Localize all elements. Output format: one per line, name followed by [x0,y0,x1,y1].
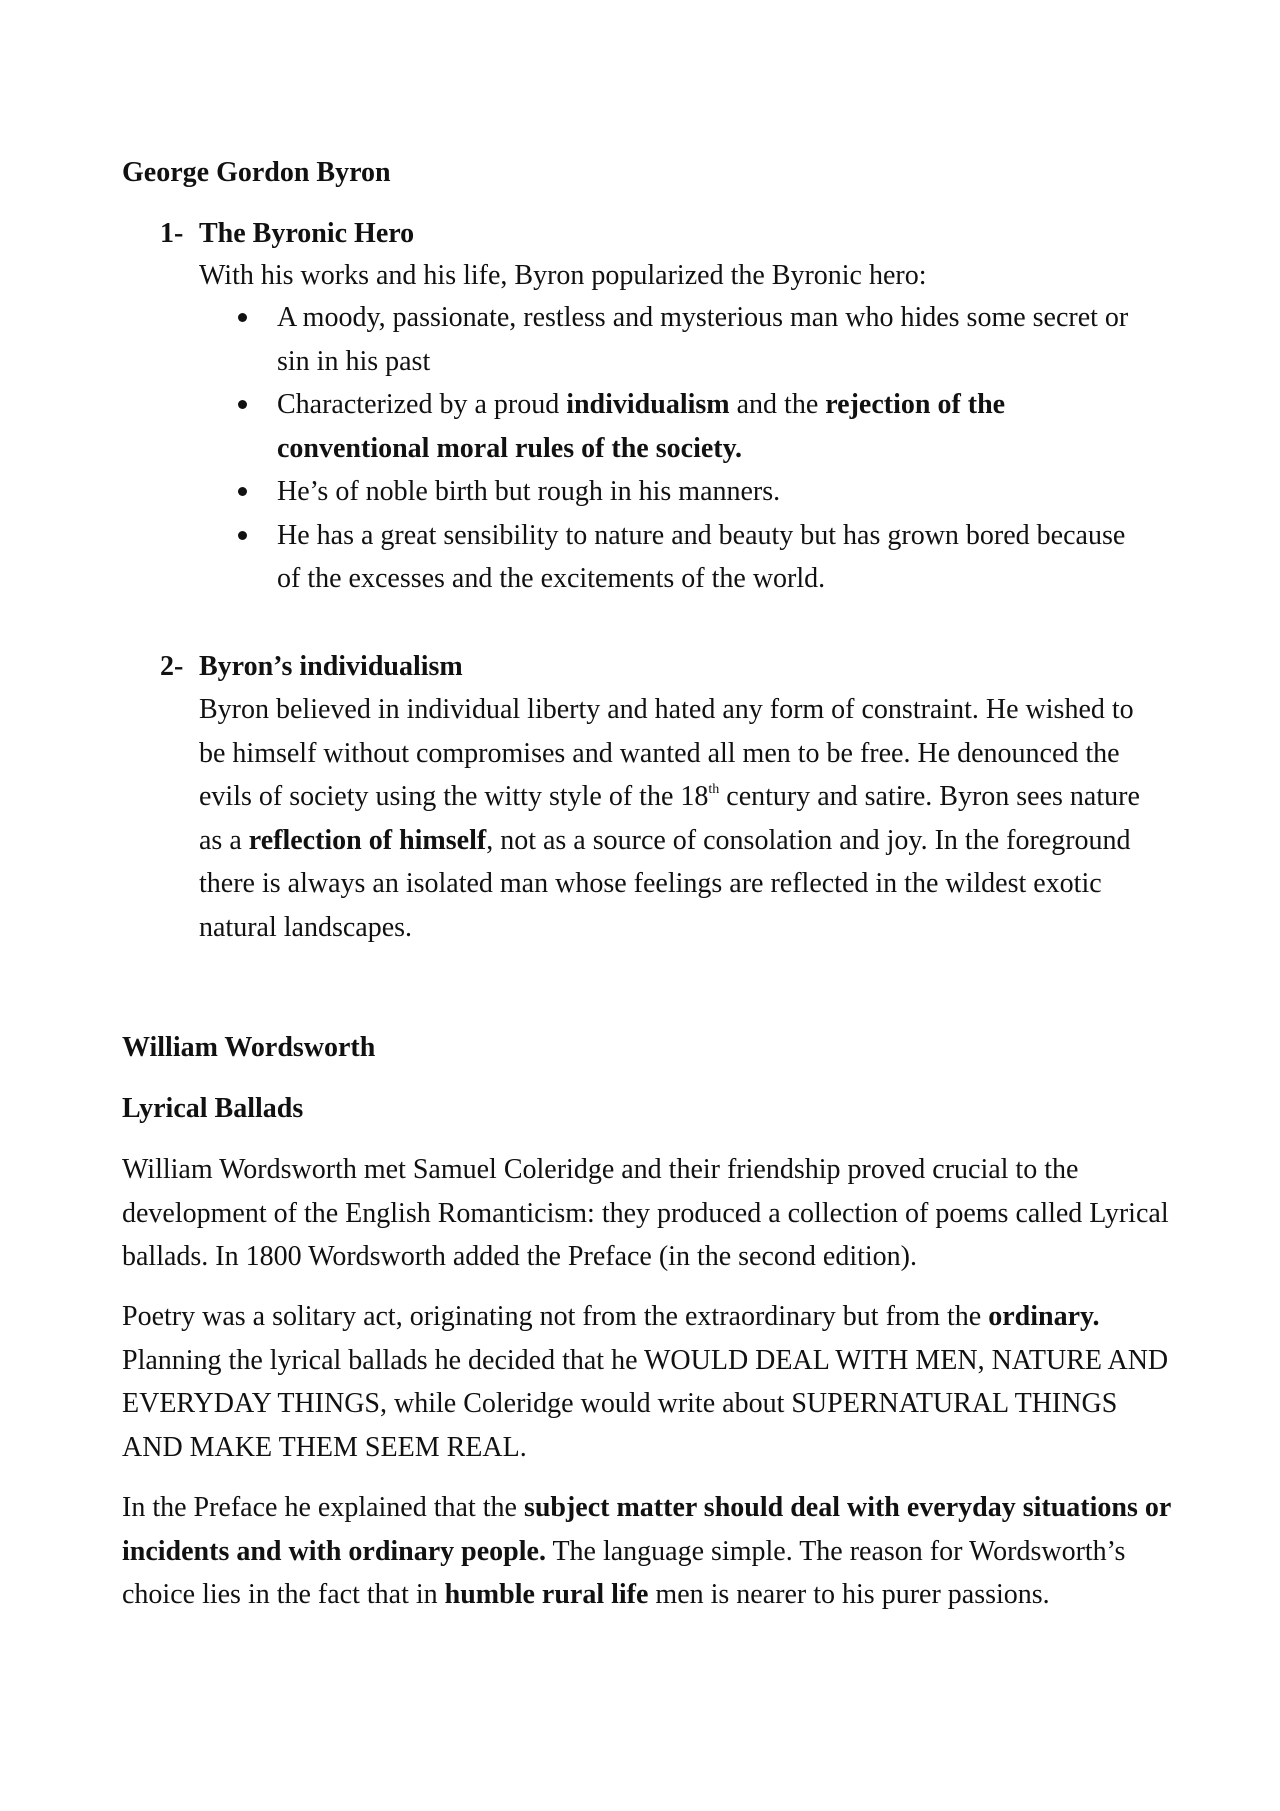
list-item [199,514,1129,601]
bullet-icon [238,487,247,496]
emphasis-text: subject matter should deal with everyday situations or incidents and with ordinary people. [122,1492,1171,1567]
subsection-number: 1- [160,218,184,249]
emphasis-text: ordinary. [988,1301,1100,1332]
subsection-title: The Byronic Hero [199,218,415,249]
individualism-paragraph: Byron believed in individual liberty and hated any form of constraint. He wished to be himself without compromises and wanted all men to be free. He denounced the evils of society using the witty style of the 18th century and satire. Byron sees nature as a reflection of himself, not as a source of consolation and joy. In the foreground there is always an isolated man whose feelings are reflected in the wildest exotic natural landscapes. [199,694,1140,943]
emphasis-text: humble rural life [444,1579,649,1610]
subsection-number: 2- [160,651,184,682]
list-item-text: A moody, passionate, restless and mysterious man who hides some secret or sin in his past [277,302,1129,377]
paragraph-preface: In the Preface he explained that the subject matter should deal with everyday situations or incidents and with ordinary people. The language simple. The reason for Wordsworth’s choice lies in the fact that in humble rural life men is nearer to his purer passions. [122,1492,1171,1610]
emphasis-text: individualism [566,389,730,420]
paragraph-friendship: William Wordsworth met Samuel Coleridge and their friendship proved crucial to the development of the English Romanticism: they produced a collection of poems called Lyrical ballads. In 1800 Wordsworth added the Preface (in the second edition). [122,1154,1169,1272]
section-title-byron: George Gordon Byron [122,157,391,188]
list-item [199,383,1129,470]
subsection-title: Byron’s individualism [199,651,463,682]
subsection-heading-individualism [160,645,1060,689]
byronic-hero-traits-list [199,296,1129,601]
list-item-text: He has a great sensibility to nature and beauty but has grown bored because of the excesses and the excitements of the world. [277,519,1126,594]
bullet-icon [238,313,247,322]
superscript-text: th [708,781,720,797]
byronic-hero-intro: With his works and his life, Byron popularized the Byronic hero: [199,260,927,291]
list-item-text: Characterized by a proud individualism and the rejection of the conventional moral rules of the society. [277,389,1006,464]
list-item-text: He’s of noble birth but rough in his manners. [277,476,781,507]
paragraph-poetry: Poetry was a solitary act, originating not from the extraordinary but from the ordinary. Planning the lyrical ballads he decided that he WOULD DEAL WITH MEN, NATURE AND EVERYDAY THINGS, while Coleridge would write about SUPERNATURAL THINGS AND MAKE THEM SEEM REAL. [122,1301,1169,1463]
emphasis-text: reflection of himself [248,824,487,856]
section-title-wordsworth: William Wordsworth [122,1032,376,1063]
emphasis-text: rejection of the conventional moral rules of the society. [277,389,1006,464]
bullet-icon [238,531,247,540]
list-item [199,296,1129,383]
subsection-heading-byronic-hero [160,212,1060,256]
bullet-icon [238,400,247,409]
subtitle-lyrical-ballads: Lyrical Ballads [122,1093,304,1124]
list-item [199,470,1129,514]
